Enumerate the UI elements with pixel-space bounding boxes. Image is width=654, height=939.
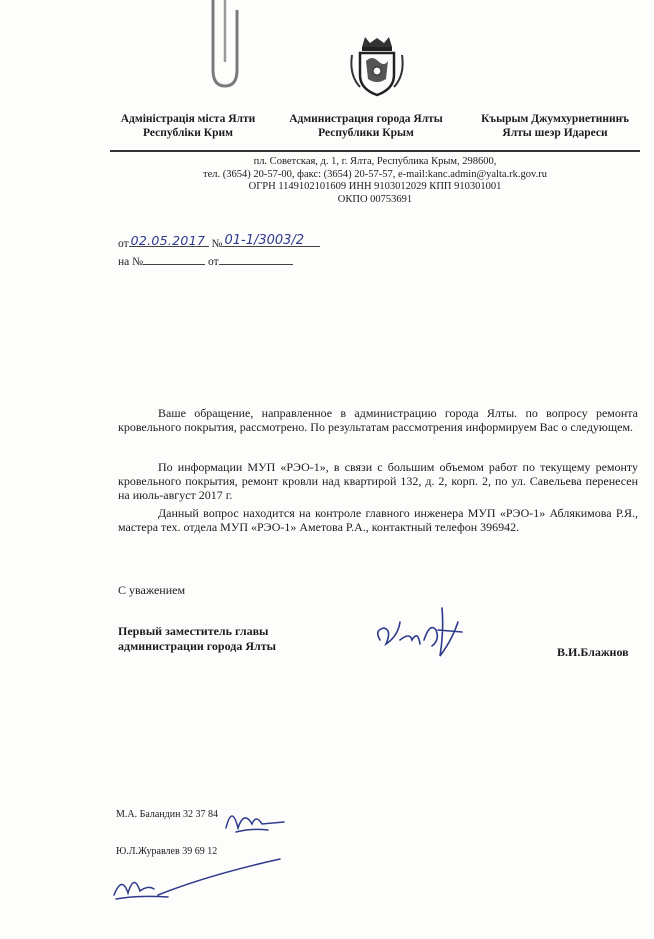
signer-title-line1: Первый заместитель главы [118,624,269,638]
incoming-reference [118,254,293,268]
handwritten-date: 02.05.2017 [130,233,206,248]
header-ru-line2: Республики Крым [318,127,414,139]
address-line1: пл. Советская, д. 1, г. Ялта, Республика Крым, 298600, [253,156,497,167]
executor-2-signature [108,855,283,905]
address-line2: тел. (3654) 20-57-00, факс: (3654) 20-57-57, e-mail:kanc.admin@yalta.rk.gov.ru [203,168,547,180]
body-paragraph-2: По информации МУП «РЭО-1», в связи с большим объемом работ по текущему ремонту кровельного покрытия, ремонт кровли над квартирой 132, д. 2, корп. 2, по ул. Савельева перенесен на июль-август 2017 г. [118,460,638,502]
signer-title-line2: администрации города Ялты [118,639,276,653]
header-ua-line1: Адміністрація міста Ялти [120,113,256,125]
header-ua-line2: Республіки Крим [143,127,233,139]
executor-1: М.А. Баландин 32 37 84 [116,809,218,820]
incoming-date-field [219,254,293,265]
from-label: от [118,238,129,250]
date-field [129,233,209,248]
incoming-number-field [143,254,205,265]
header-ru-line1: Администрация города Ялты [289,113,443,125]
coat-of-arms-icon [348,35,406,97]
header-tt-line1: Къырым Джумхуриетининъ [481,113,629,125]
signer-title [118,624,276,654]
header-crimean-tatar [470,112,640,140]
number-label: № [211,238,223,250]
header-ukrainian [108,112,268,140]
header-russian [278,112,454,140]
address-line4: ОКПО 00753691 [337,193,413,205]
regards-text: С уважением [118,583,186,597]
executor-2: Ю.Л.Журавлев 39 69 12 [116,846,218,857]
address-block [110,156,640,206]
body-paragraph-3: Данный вопрос находится на контроле главного инженера МУП «РЭО-1» Аблякимова Р.Я., мастера тех. отдела МУП «РЭО-1» Аметова Р.А., контактный телефон 396942. [118,506,638,534]
header-divider [110,150,640,152]
executor-1-signature [222,798,287,838]
official-signature [370,600,465,665]
address-line3: ОГРН 1149102101609 ИНН 9103012029 КПП 910301001 [248,181,502,192]
to-label: на № [118,256,144,268]
outgoing-reference [118,233,320,250]
to-from-label: от [207,256,219,268]
body-paragraph-1: Ваше обращение, направленное в администрацию города Ялты. по вопросу ремонта кровельного покрытия, рассмотрено. По результатам рассмотрения информируем Вас о следующем. [118,406,638,434]
signer-name: В.И.Блажнов [557,645,629,659]
paper-clip-icon [205,0,245,90]
number-field [222,233,320,248]
handwritten-number: 01-1/3003/2 [224,233,305,248]
header-tt-line2: Ялты шеэр Идареси [502,127,608,139]
